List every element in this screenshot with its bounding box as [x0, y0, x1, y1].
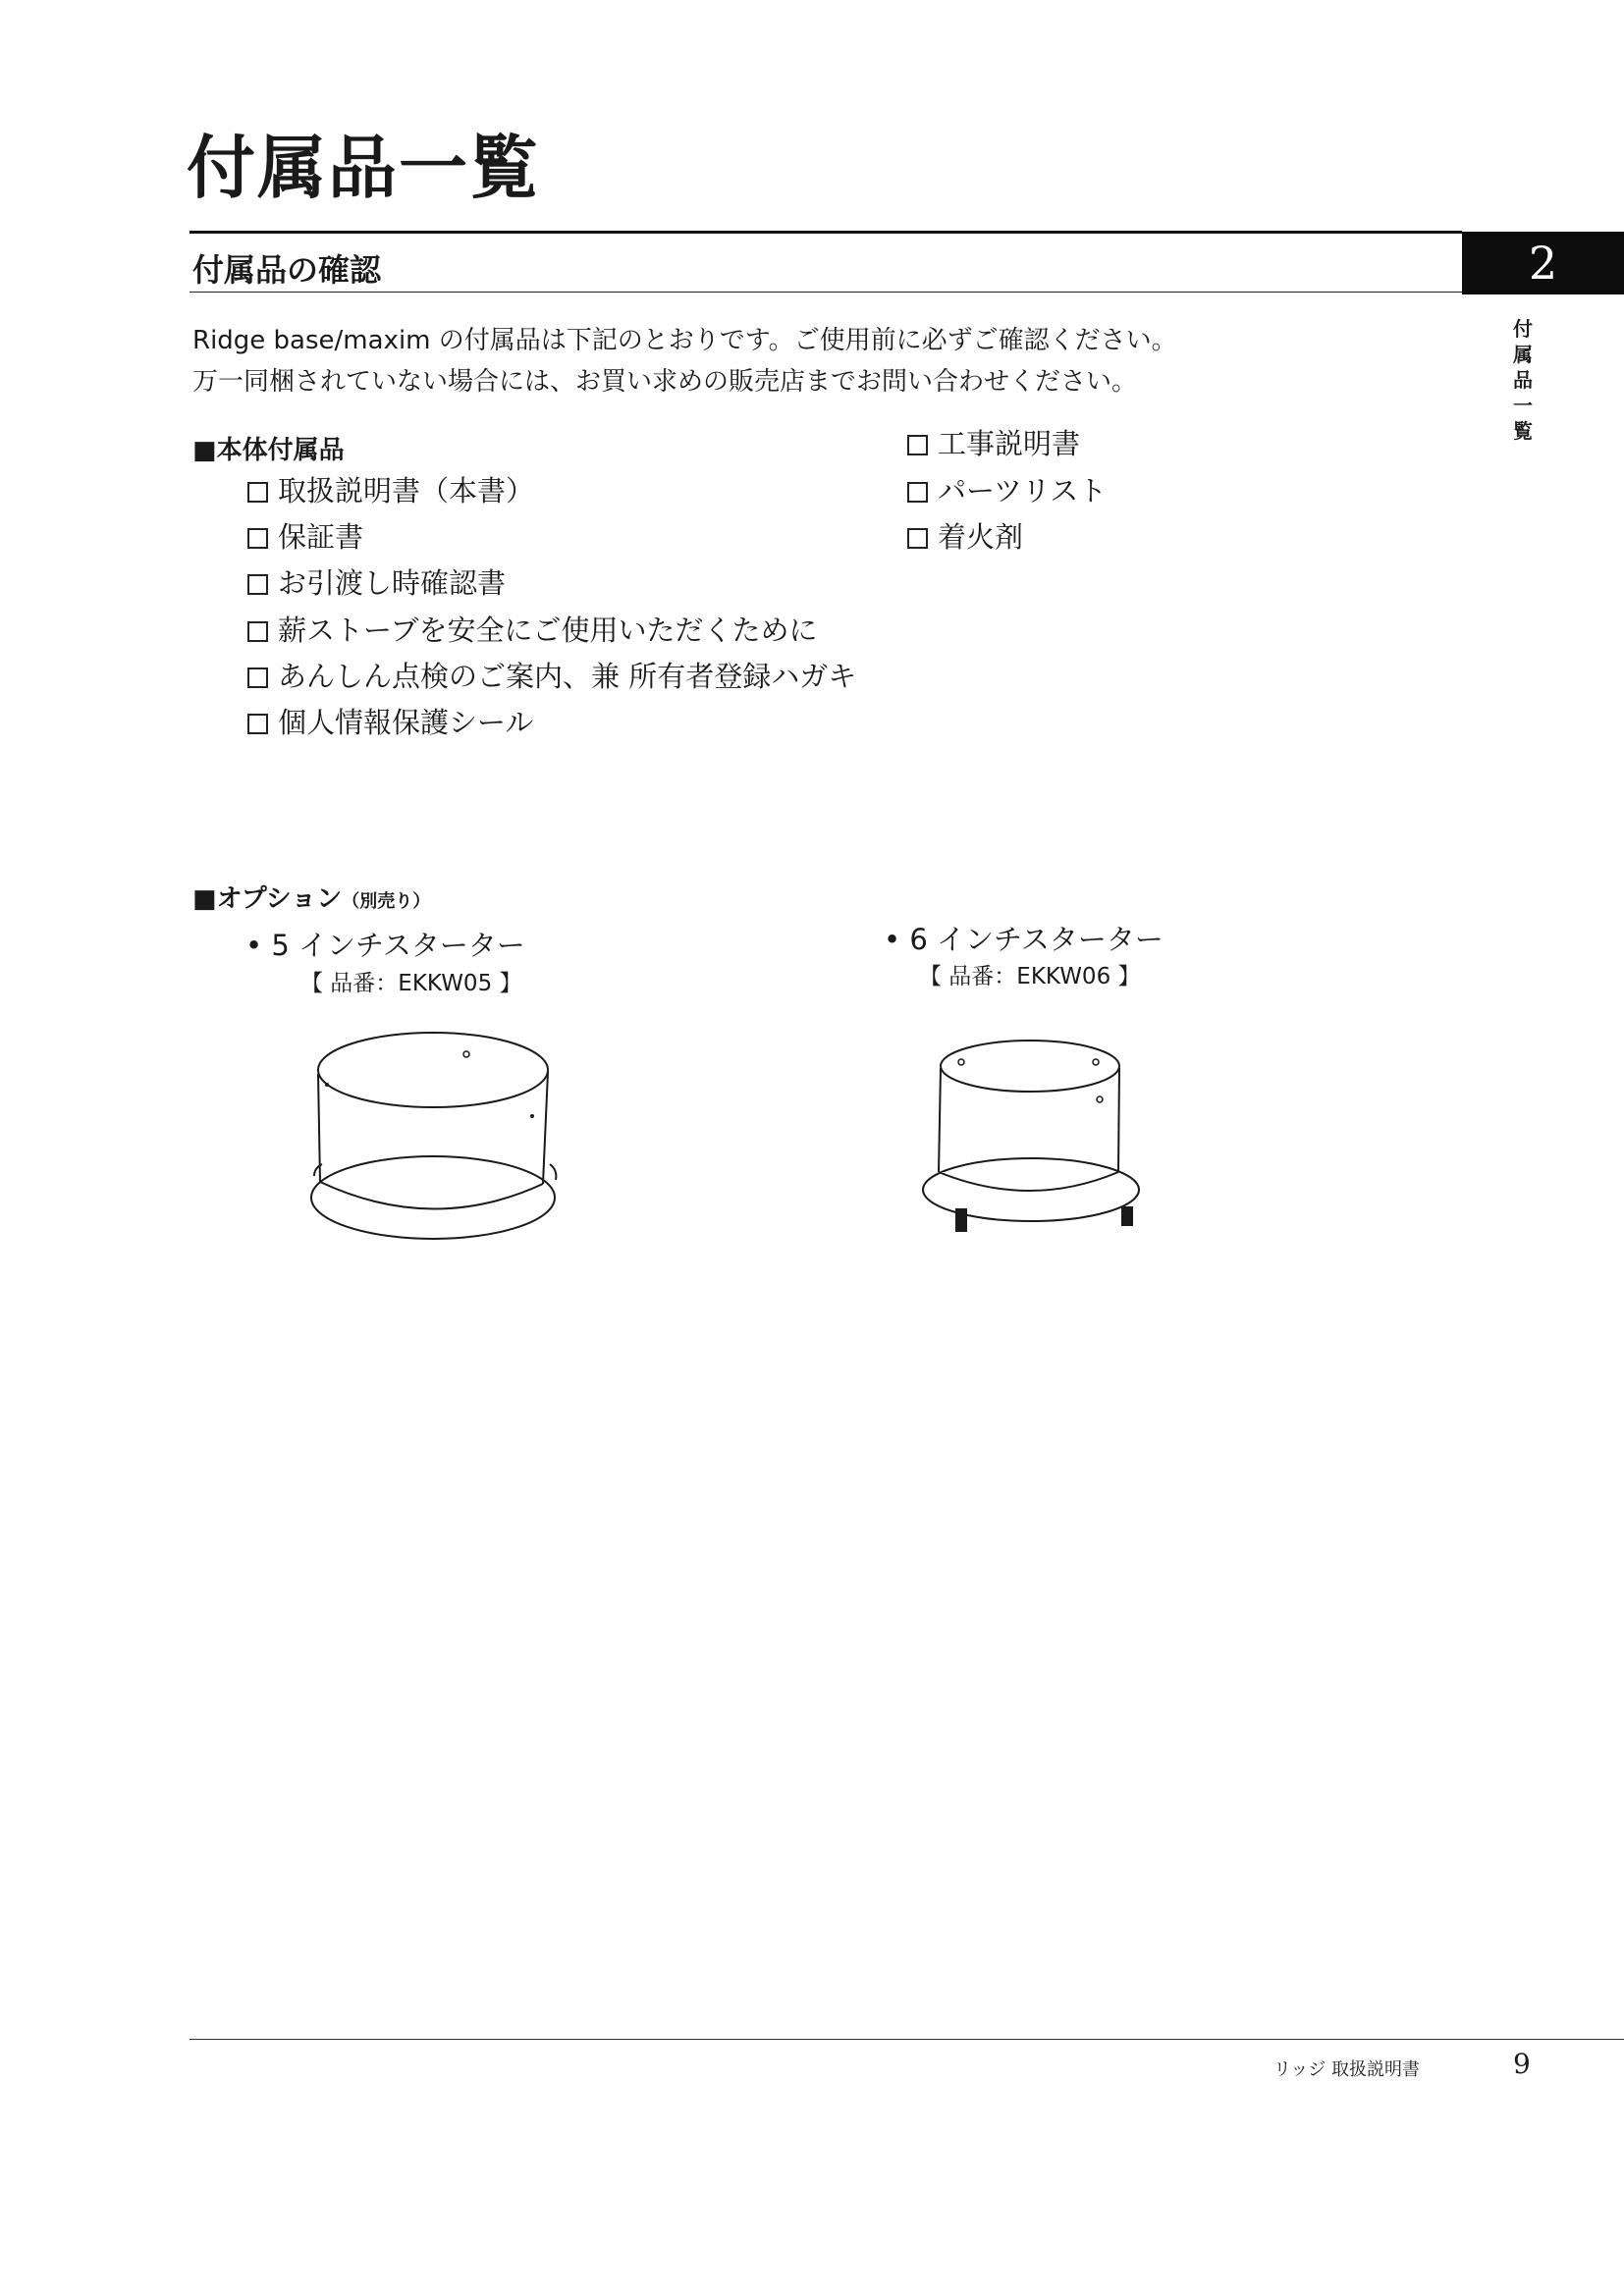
options-heading-note: （別売り）: [342, 891, 431, 912]
checklist-item: 取扱説明書（本書）: [247, 477, 534, 506]
checklist-item: 着火剤: [907, 523, 1023, 552]
checkbox-icon: [907, 528, 928, 549]
intro-line-2: 万一同梱されていない場合には、お買い求めの販売店までお問い合わせください。: [192, 367, 1138, 397]
checkbox-icon: [907, 482, 928, 503]
checkbox-icon: [247, 574, 268, 595]
side-label-char: 覧: [1513, 419, 1533, 443]
side-label-char: 付: [1513, 317, 1533, 341]
section-rule: [189, 292, 1462, 293]
page-title: 付属品一覧: [187, 127, 540, 208]
checkbox-icon: [247, 528, 268, 549]
checklist-item: 個人情報保護シール: [247, 709, 533, 737]
side-label-char: 品: [1513, 368, 1533, 392]
checkbox-icon: [907, 435, 928, 455]
checklist-item: 保証書: [247, 523, 363, 552]
option-item-name: • 5 インチスターター: [245, 929, 525, 962]
option-item-name: • 6 インチスターター: [884, 923, 1164, 956]
checklist-item: 薪ストーブを安全にご使用いただくために: [247, 616, 818, 645]
header-rule: [189, 231, 1462, 234]
page-number: 9: [1513, 2048, 1531, 2080]
footer-rule: [189, 2039, 1624, 2040]
checklist-item: パーツリスト: [907, 477, 1107, 506]
starter-5inch-illustration: [295, 1021, 569, 1266]
footer-document-name: リッジ 取扱説明書: [1273, 2059, 1421, 2080]
intro-line-1: Ridge base/maxim の付属品は下記のとおりです。ご使用前に必ずご確認ください。: [192, 326, 1177, 355]
side-chapter-label: [1508, 316, 1538, 444]
chapter-number-tab: 2: [1462, 232, 1624, 294]
options-heading: ■オプション（別売り）: [192, 884, 431, 914]
section-title: 付属品の確認: [192, 251, 382, 289]
checklist-item: あんしん点検のご案内、兼 所有者登録ハガキ: [247, 663, 856, 691]
included-heading: ■本体付属品: [192, 436, 345, 465]
checkbox-icon: [247, 621, 268, 642]
checkbox-icon: [247, 667, 268, 688]
checkbox-icon: [247, 482, 268, 503]
side-label-char: 属: [1513, 343, 1533, 366]
option-part-number: 【 品番：EKKW05 】: [300, 971, 522, 996]
starter-6inch-illustration: [898, 1031, 1164, 1247]
checkbox-icon: [247, 714, 268, 734]
checklist-item: 工事説明書: [907, 430, 1080, 458]
side-label-char: 一: [1513, 394, 1533, 417]
option-part-number: 【 品番：EKKW06 】: [919, 964, 1141, 989]
checklist-item: お引渡し時確認書: [247, 569, 506, 598]
